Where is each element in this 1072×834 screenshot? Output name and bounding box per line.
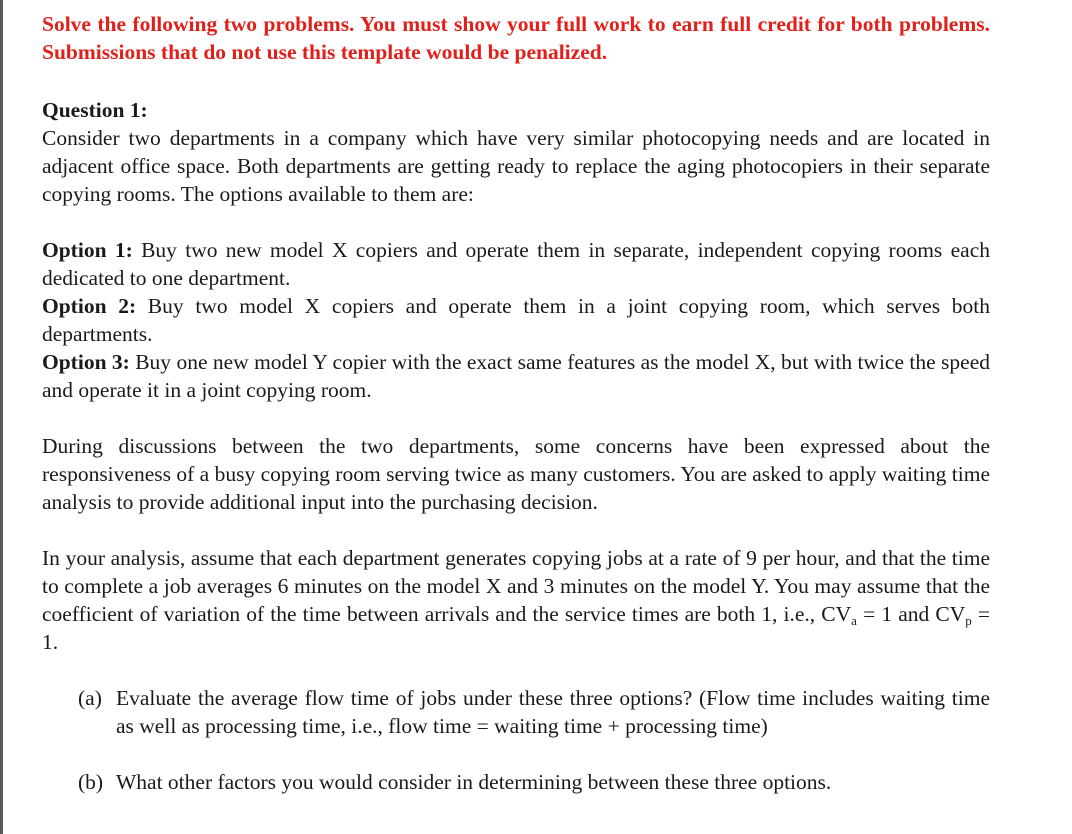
document-page bbox=[42, 10, 990, 824]
option-2-label: Option 2: bbox=[42, 294, 137, 318]
option-1-text: Buy two new model X copiers and operate them in separate, independent copying rooms each dedicated to one department. bbox=[42, 238, 990, 290]
option-2-text: Buy two model X copiers and operate them in a joint copying room, which serves both departments. bbox=[42, 294, 990, 346]
option-3-label: Option 3: bbox=[42, 350, 130, 374]
part-b-text: What other factors you would consider in determining between these three options. bbox=[116, 770, 832, 794]
cv-a-value: = 1 and bbox=[856, 602, 936, 626]
option-1 bbox=[42, 236, 990, 292]
cv-p-symbol: CV bbox=[935, 602, 966, 626]
cv-a-symbol: CV bbox=[821, 602, 852, 626]
part-b bbox=[42, 768, 990, 796]
part-a-text: Evaluate the average flow time of jobs under these three options? (Flow time includes waiting time as well as processing time, i.e., flow time = waiting time + processing time) bbox=[116, 686, 990, 738]
option-3 bbox=[42, 348, 990, 404]
page-left-border bbox=[0, 0, 3, 834]
options-list bbox=[42, 236, 990, 404]
assumptions-paragraph bbox=[42, 544, 990, 656]
cv-a-subscript: a bbox=[851, 613, 857, 628]
part-a-tag: (a) bbox=[78, 686, 102, 710]
discussion-paragraph: During discussions between the two departments, some concerns have been expressed about the responsiveness of a busy copying room serving twice as many customers. You are asked to apply waiting time analysis to provide additional input into the purchasing decision. bbox=[42, 434, 990, 514]
instruction-banner: Solve the following two problems. You must show your full work to earn full credit for both problems. Submissions that do not use this template would be penalized. bbox=[42, 12, 990, 64]
option-3-text: Buy one new model Y copier with the exact same features as the model X, but with twice the speed and operate it in a joint copying room. bbox=[42, 350, 991, 402]
part-b-tag: (b) bbox=[78, 770, 104, 794]
question-title: Question 1: bbox=[42, 98, 148, 122]
assumptions-text: In your analysis, assume that each department generates copying jobs at a rate of 9 per hour, and that the time to complete a job averages 6 minutes on the model X and 3 minutes on the model Y. You may assume that the coefficient of variation of the time between arrivals and the service times are both 1, i.e., bbox=[42, 546, 990, 626]
option-1-label: Option 1: bbox=[42, 238, 133, 262]
part-a bbox=[42, 684, 990, 740]
cv-p-value: = 1. bbox=[42, 602, 990, 654]
question-intro: Consider two departments in a company which have very similar photocopying needs and are located in adjacent office space. Both departments are getting ready to replace the aging photocopiers in their separate copying rooms. The options available to them are: bbox=[42, 126, 990, 206]
cv-p-subscript: p bbox=[965, 613, 972, 628]
option-2 bbox=[42, 292, 990, 348]
question-parts bbox=[42, 684, 990, 796]
